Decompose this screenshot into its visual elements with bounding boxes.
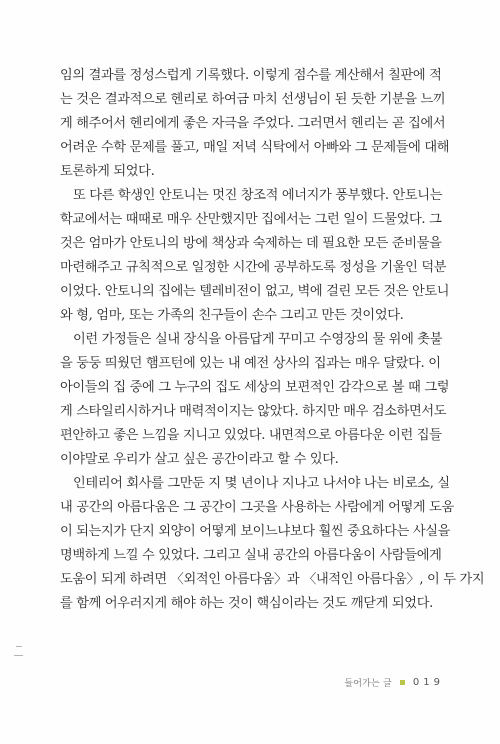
page-footer xyxy=(344,676,444,689)
body-text xyxy=(60,64,485,616)
text-line: 게 스타일리시하거나 매력적이지는 않았다. 하지만 매우 검소하면서도 xyxy=(60,404,447,419)
page-number: 019 xyxy=(412,677,444,688)
text-line: 명백하게 느낄 수 있었다. 그리고 실내 공간의 아름다움이 사람들에게 xyxy=(60,548,442,563)
text-line: 내 공간의 아름다움은 그 공간이 그곳을 사용하는 사람에게 어떻게 도움 xyxy=(60,500,454,515)
text-line: 이야말로 우리가 살고 싶은 공간이라고 할 수 있다. xyxy=(60,452,339,467)
text-line: 어려운 수학 문제를 풀고, 매일 저녁 식탁에서 아빠와 그 문제들에 대해 xyxy=(60,140,450,155)
text-line: 임의 결과를 정성스럽게 기록했다. 이렇게 점수를 계산해서 칠판에 적 xyxy=(60,68,442,83)
paragraph-first-line: 이런 가정들은 실내 장식을 아름답게 꾸미고 수영장의 물 위에 촛불 xyxy=(73,332,443,347)
text-line: 마련해주고 규칙적으로 일정한 시간에 공부하도록 정성을 기울인 덕분 xyxy=(60,260,447,275)
text-line: 토론하게 되었다. xyxy=(60,164,155,179)
paragraph-first-line: 인테리어 회사를 그만둔 지 몇 년이나 지나고 나서야 나는 비로소, 실 xyxy=(73,476,450,491)
footer-bullet-icon xyxy=(400,680,405,685)
text-line: 와 형, 엄마, 또는 가족의 친구들이 손수 그리고 만든 것이었다. xyxy=(60,308,404,323)
text-line: 를 함께 어우러지게 해야 하는 것이 핵심이라는 것도 깨닫게 되었다. xyxy=(60,596,433,611)
text-line: 편안하고 좋은 느낌을 지니고 있었다. 내면적으로 아름다운 이런 집들 xyxy=(60,428,442,443)
text-line: 학교에서는 때때로 매우 산만했지만 집에서는 그런 일이 드물었다. 그 xyxy=(60,212,442,227)
text-line: 을 둥둥 띄웠던 햄프턴에 있는 내 예전 상사의 집과는 매우 달랐다. 이 xyxy=(60,356,441,371)
margin-mark xyxy=(14,646,24,666)
text-line: 는 것은 결과적으로 헨리로 하여금 마치 선생님이 된 듯한 기분을 느끼 xyxy=(60,92,446,107)
text-line: 이었다. 안토니의 집에는 텔레비전이 없고, 벽에 걸린 모든 것은 안토니 xyxy=(60,284,450,299)
text-line: 아이들의 집 중에 그 누구의 집도 세상의 보편적인 감각으로 볼 때 그렇 xyxy=(60,380,450,395)
text-line: 것은 엄마가 안토니의 방에 책상과 숙제하는 데 필요한 모든 준비물을 xyxy=(60,236,442,251)
text-line: 이 되는지가 단지 외양이 어떻게 보이느냐보다 훨씬 중요하다는 사실을 xyxy=(60,524,451,539)
text-line: 게 해주어서 헨리에게 좋은 자극을 주었다. 그러면서 헨리는 곧 집에서 xyxy=(60,116,446,131)
paragraph-first-line: 또 다른 학생인 안토니는 멋진 창조적 에너지가 풍부했다. 안토니는 xyxy=(73,188,443,203)
text-line: 도움이 되게 하려면 〈외적인 아름다움〉과 〈내적인 아름다움〉, 이 두 가지 xyxy=(60,572,485,587)
running-footer-title: 들어가는 글 xyxy=(344,679,392,689)
